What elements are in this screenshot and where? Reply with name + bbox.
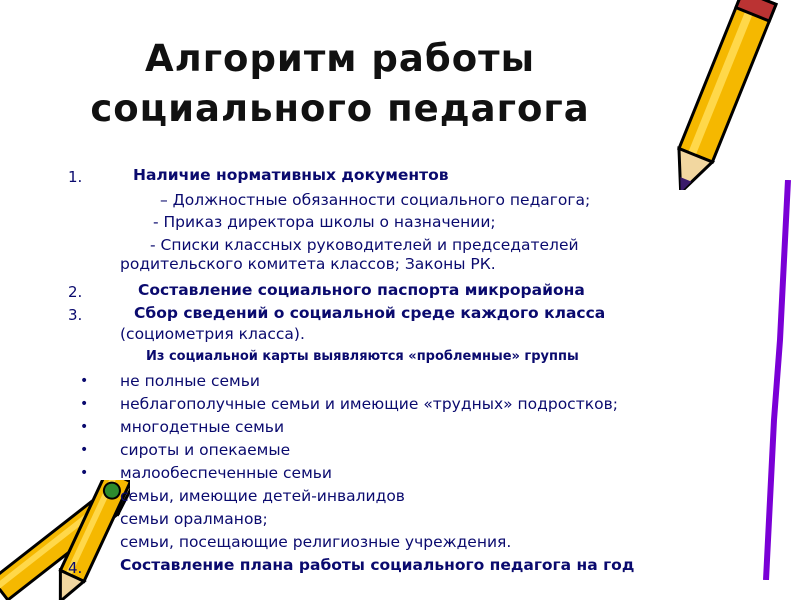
list-number: 2. xyxy=(68,283,83,301)
sociometry-note: (социометрия класса). xyxy=(120,325,305,343)
title-line-1: Алгоритм работы xyxy=(144,37,536,80)
slide-title xyxy=(60,34,620,134)
bullet-item: неблагополучные семьи и имеющие «трудных» подростков; xyxy=(120,395,618,413)
sub-item: – Должностные обязанности социального педагога; xyxy=(160,191,591,209)
list-number: 3. xyxy=(68,306,83,324)
list-item: Составление плана работы социального педагога на год xyxy=(120,556,635,574)
sub-item: - Приказ директора школы о назначении; xyxy=(153,213,496,231)
bullet-item: сироты и опекаемые xyxy=(120,441,291,459)
groups-intro: Из социальной карты выявляются «проблемные» группы xyxy=(146,349,579,364)
bullet-item: семьи, имеющие детей-инвалидов xyxy=(120,487,405,505)
bullet-item: малообеспеченные семьи xyxy=(120,464,332,482)
list-number: 1. xyxy=(68,168,83,186)
bullet-marker: • xyxy=(80,442,89,458)
title-line-2: социального педагога xyxy=(90,87,590,130)
pencil-line-icon xyxy=(760,180,800,580)
bullet-item: не полные семьи xyxy=(120,372,260,390)
bullet-marker: • xyxy=(80,419,89,435)
list-item: Сбор сведений о социальной среде каждого класса xyxy=(134,304,606,322)
list-item: Наличие нормативных документов xyxy=(133,166,449,184)
sub-item: - Списки классных руководителей и председателей xyxy=(150,236,579,254)
bullet-item: многодетные семьи xyxy=(120,418,285,436)
bullet-item: семьи оралманов; xyxy=(120,510,268,528)
pencil-icon xyxy=(660,0,780,190)
list-item: Составление социального паспорта микрорайона xyxy=(138,281,585,299)
list-number: 4. xyxy=(68,559,83,577)
bullet-marker: • xyxy=(80,373,89,389)
pencil-icon xyxy=(50,480,130,600)
bullet-marker: • xyxy=(80,396,89,412)
sub-item: родительского комитета классов; Законы РК. xyxy=(120,255,496,273)
bullet-marker: • xyxy=(80,465,89,481)
bullet-item: семьи, посещающие религиозные учреждения. xyxy=(120,533,512,551)
